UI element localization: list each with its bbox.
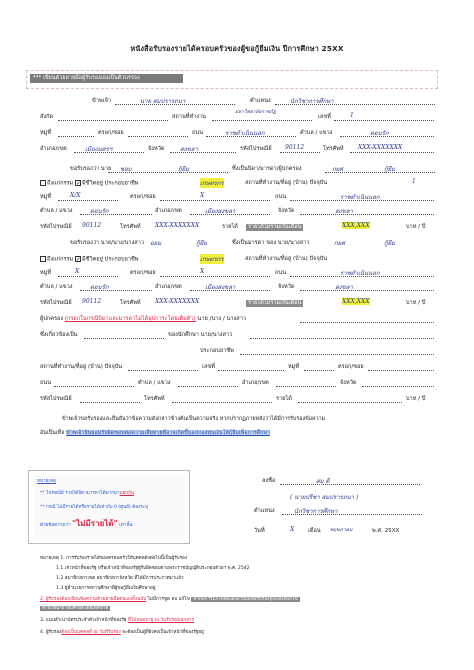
line: [160, 200, 270, 201]
line: [190, 214, 270, 215]
father-postal: 90112: [82, 222, 102, 229]
certifier-postal: 90112: [285, 144, 305, 151]
line: [300, 290, 434, 291]
mother-soi: X: [200, 268, 205, 275]
guardian-soi-label: ตรอก/ซอย: [338, 364, 364, 370]
declaration-line-2: อันเป็นเท็จ ข้าพเจ้ายินยอมรับผิดชอบต่อความเสียหายที่อาจเกิดขึ้นแก่กองทุนเงินให้กู้ยืมเพื่อการศึกษา: [40, 430, 270, 436]
certifier-label: ข้าพเจ้า: [92, 98, 111, 104]
note-heading: หมายเหตุ: [37, 479, 56, 484]
mother-phone: XXX-XXXXXXX: [155, 298, 200, 305]
line: [80, 402, 140, 403]
line: [280, 152, 320, 153]
father-road-label: ถนน: [275, 194, 287, 200]
father-phone-label: โทรศัพท์: [120, 224, 141, 230]
province-label: จังหวัด: [148, 146, 165, 152]
father-postal-label: รหัสไปรษณีย์: [40, 224, 72, 230]
guardian-road-label: ถนน: [40, 380, 52, 386]
footnote-2-tail: ห้ามใช้น้ำยาลบคำผิดโดยเด็ดขาด: [42, 606, 109, 611]
guardian-number-label: เลขที่: [202, 364, 215, 370]
signature-position: นักวิชาการศึกษา: [294, 508, 338, 515]
mother-tambon-label: ตำบล / แขวง: [40, 284, 73, 290]
tambon-label: ตำบล / แขวง: [300, 130, 333, 136]
date-day: X: [290, 526, 295, 533]
mother-province-label: จังหวัด: [278, 284, 295, 290]
signature-handwritten: สม ดี: [316, 478, 330, 485]
line: [334, 120, 434, 121]
certifier-affiliation: มหาวิทยาลัยราชภัฏ: [235, 110, 277, 115]
mother-amphoe-label: อำเภอ/เขต: [155, 284, 182, 290]
mother-occupation: เกษตรกร: [200, 256, 224, 263]
certifier-tambon: ดอนรัก: [370, 130, 389, 137]
declaration-line-1: ข้าพเจ้าขอรับรองและยืนยันว่าข้อความดังกล่าวข้างต้นเป็นความจริง หากปรากฏภายหลังว่าได้มีการรับรองข้อความ: [62, 416, 326, 422]
father-tambon: ดอนรัก: [90, 208, 109, 215]
mother-postal-label: รหัสไปรษณีย์: [40, 300, 72, 306]
certifier-position-label: ตำแหน่ง: [250, 98, 271, 104]
guardian-income-label: รายได้: [276, 396, 292, 402]
line: [58, 276, 118, 277]
line: [298, 402, 402, 403]
line: [350, 152, 434, 153]
mother-first-name: ออม: [150, 240, 162, 247]
father-status-row: ถึงแก่กรรม ✓มีชีวิตอยู่ ประกอบอาชีพ: [40, 180, 139, 188]
mother-income: XXX,XXX: [342, 298, 370, 305]
mother-moo: X: [75, 268, 80, 275]
amphoe-label: อำเภอ/เขต: [40, 146, 67, 152]
checkbox-deceased[interactable]: [40, 180, 46, 186]
father-first-name: ชอบ: [120, 166, 132, 173]
checkbox-alive[interactable]: ✓: [75, 257, 81, 263]
moo-label: หมู่ที่: [40, 130, 52, 136]
line: [212, 120, 312, 121]
mother-postal: 90112: [82, 298, 102, 305]
father-soi: X: [200, 192, 205, 199]
line: [280, 484, 420, 485]
note-line-2: ** กรณี ไม่มีรายได้หรือรายได้เท่ากับ 0 (ศูนย์) ต้องระบุ: [40, 505, 149, 510]
certifier-phone: XXX-XXXXXXX: [358, 144, 403, 151]
mother-income-unit: บาท / ปี: [406, 300, 426, 306]
checkbox-alive[interactable]: ✓: [75, 181, 81, 187]
footnote-1-3: 1.3 ผู้อำนวยการสถานศึกษาที่ผู้ขอกู้ยืมเงินศึกษาอยู่: [56, 586, 156, 591]
father-soi-label: ตรอก/ซอย: [130, 194, 156, 200]
certifier-road: ราชดำเนินนอก: [225, 130, 265, 137]
line: [172, 402, 272, 403]
road-label: ถนน: [192, 130, 204, 136]
guardian-tambon-label: ตำบล / แขวง: [138, 380, 171, 386]
guardian-income-unit: บาท / ปี: [406, 396, 426, 402]
footnote-1-2: 1.2 สมาชิกสภาเขต สมาชิกสภาจังหวัด ที่ได้มีการประกาศมาแล้ว: [56, 576, 184, 581]
guardian-relation-label: ซึ่งเกี่ยวข้องเป็น: [40, 332, 78, 338]
mother-road: ราชดำเนินนอก: [340, 270, 380, 277]
line: [300, 322, 434, 323]
guardian-phone-label: โทรศัพท์: [144, 396, 165, 402]
mother-phone-label: โทรศัพท์: [120, 300, 141, 306]
mother-student-surname: กู้ยืม: [384, 240, 396, 247]
father-address-number: 1: [412, 178, 416, 185]
line: [218, 370, 284, 371]
line: [290, 276, 434, 277]
mother-surname: กู้ยืม: [196, 240, 208, 247]
line: [325, 172, 435, 173]
signature-position-label: ตำแหน่ง: [254, 508, 275, 514]
line: [160, 276, 270, 277]
mother-soi-label: ตรอก/ซอย: [130, 270, 156, 276]
line: [80, 214, 152, 215]
signature-printed-name: ( นายปรีชา สมปรารถนา ): [290, 494, 359, 501]
mother-road-label: ถนน: [275, 270, 287, 276]
mother-income-note: รายได้ไม่รวมเงินเดือน: [248, 300, 302, 306]
guardian-postal-label: รหัสไปรษณีย์: [40, 396, 72, 402]
note-line-1: ** ไปรษณีย์ รายได้บิดามารดาได้มากมาแยกกัน: [40, 491, 134, 496]
certifier-amphoe: เมืองนครฯ: [85, 146, 113, 153]
father-surname: กู้ยืม: [178, 166, 190, 173]
father-address-label: สถานที่ทำงาน/ที่อยู่ (บ้าน) ปัจจุบัน: [245, 180, 328, 186]
footnote-heading: หมายเหตุ 1. การรับรองรายได้ของครอบครัวให้บุคคลดังต่อไปนี้เป็นผู้รับรอง: [40, 556, 188, 561]
line: [362, 386, 434, 387]
line: [290, 200, 434, 201]
line: [276, 386, 336, 387]
line: [250, 338, 434, 339]
date-month: พฤษภาคม: [330, 527, 353, 533]
line: [178, 386, 238, 387]
certifier-number: 1: [350, 112, 354, 119]
guardian-occupation-label: ประกอบอาชีพ: [200, 348, 234, 354]
line: [304, 370, 334, 371]
checkbox-deceased[interactable]: [40, 256, 46, 262]
mother-address-label: สถานที่ทำงาน/ที่อยู่ (บ้าน) ปัจจุบัน: [245, 256, 328, 262]
mother-amphoe: เมืองสงขลา: [205, 284, 236, 291]
instruction-note: *** เขียนด้วยลายมือผู้รับรองเองเป็นตัวบรรจง: [30, 74, 183, 83]
line: [58, 136, 94, 137]
student-surname: กู้ยืม: [384, 166, 396, 173]
line: [282, 514, 422, 515]
guardian-address-label: สถานที่ทำงาน/ที่อยู่ (บ้าน) ปัจจุบัน: [40, 364, 123, 370]
line: [84, 338, 164, 339]
father-income-note: รายได้ไม่รวมเงินเดือน: [248, 224, 302, 230]
mother-certify-label: ขอรับรองว่า นาย/นาง/นางสาว: [70, 240, 144, 246]
father-road: ราชดำเนินนอก: [340, 194, 380, 201]
note-line-3: ด้วยข้อความว่า "ไม่มีรายได้" เท่านั้น: [40, 519, 133, 528]
soi-label: ตรอก/ซอย: [98, 130, 124, 136]
guardian-province-label: จังหวัด: [340, 380, 357, 386]
workplace-label: สถานที่ทำงาน: [172, 114, 206, 120]
document-title: หนังสือรับรองรายได้ครอบครัวของผู้ขอกู้ยืมเงิน ปีการศึกษา 25XX: [130, 44, 344, 53]
line: [128, 136, 188, 137]
note-inner: [34, 475, 184, 539]
father-moo-label: หมู่ที่: [40, 194, 52, 200]
month-label: เดือน: [308, 528, 321, 534]
line: [368, 370, 434, 371]
certifier-name: นาย สมปรารถนา: [140, 98, 186, 105]
mother-tambon: ดอนรัก: [90, 284, 109, 291]
year-label: พ.ศ. 25XX: [372, 528, 400, 534]
footnote-2: 2. ผู้รับรองต้องเขียนข้อความด้วยลายมือตนเองทั้งฉบับ ไม่มีการขูด ลบ แก้ไข หากมีการแก้ไขต้องลงลายมือชื่อรับรองทุกแห่งที่แก้ไข: [40, 597, 298, 602]
father-phone: XXX-XXXXXXX: [155, 222, 200, 229]
line: [300, 214, 434, 215]
date-row: วันที่: [254, 528, 265, 534]
father-income-unit: บาท / ปี: [406, 224, 426, 230]
certifier-position: นักวิชาการศึกษา: [290, 98, 334, 105]
student-first-name: กยศ: [332, 166, 343, 173]
line: [128, 370, 198, 371]
signature-label: ลงชื่อ: [262, 478, 276, 484]
father-income: XXX,XXX: [342, 222, 370, 229]
certifier-province: สงขลา: [180, 146, 198, 153]
footnote-1-1: 1.1 เจ้าหน้าที่ของรัฐ หรือเจ้าหน้าที่ของรัฐผู้รับผิดชอบตามพระราชบัญญัติประกอบด้วยฯ พ.ศ. 2542: [56, 566, 250, 571]
father-province-label: จังหวัด: [278, 208, 295, 214]
relation-label: ซึ่งเป็นบิดา/มารดา/ผู้ปกครอง: [232, 166, 302, 172]
father-tambon-label: ตำบล / แขวง: [40, 208, 73, 214]
line: [80, 290, 152, 291]
line: [190, 290, 270, 291]
line: [58, 200, 118, 201]
line: [58, 120, 168, 121]
father-certify-label: ขอรับรองว่า นาย: [70, 166, 112, 172]
guardian-student-label: ของนักศึกษา นาย/นางสาว: [168, 332, 233, 338]
line: [54, 386, 134, 387]
guardian-moo-label: หมู่ที่: [288, 364, 300, 370]
guardian-row: ผู้ปกครอง (กรอกในกรณีบิดาและมารดาไม่ได้อุปการะโดยเต็มตัว) นาย /นาง / นางสาว: [40, 316, 246, 322]
father-moo: X/X: [70, 192, 81, 199]
mother-relation-label: ซึ่งเป็นมารดา ของ นาย/นางสาว: [232, 240, 310, 246]
line: [240, 354, 434, 355]
number-label: เลขที่: [318, 114, 331, 120]
guardian-amphoe-label: อำเภอ/เขต: [242, 380, 269, 386]
father-occupation: เกษตรกร: [200, 180, 224, 187]
father-income-label: รายได้: [222, 224, 238, 230]
father-amphoe-label: อำเภอ/เขต: [155, 208, 182, 214]
phone-label: โทรศัพท์: [323, 146, 344, 152]
mother-student-first-name: กยศ: [334, 240, 345, 247]
father-province: สงขลา: [335, 208, 353, 215]
footnote-3: 3. แนบสำเนาบัตรประจำตัวเจ้าหน้าที่ของรัฐ ที่ไม่หมดอายุ ณ วันรับรองเอกสาร: [40, 618, 194, 623]
line: [108, 172, 228, 173]
father-amphoe: เมืองสงขลา: [205, 208, 236, 215]
mother-moo-label: หมู่ที่: [40, 270, 52, 276]
postal-label: รหัสไปรษณีย์: [240, 146, 272, 152]
note-box: [28, 470, 190, 544]
mother-province: สงขลา: [335, 284, 353, 291]
footnote-4: 4. ผู้รับรองต้องเป็นบุคคลที่ ณ วันที่รับรอง จะต้องเป็นผู้ที่ยังคงเป็นเจ้าหน้าที่ของรัฐอยู่: [40, 630, 204, 635]
mother-status-row: ถึงแก่กรรม ✓มีชีวิตอยู่ ประกอบอาชีพ: [40, 256, 139, 264]
affiliation-label: สังกัด: [40, 114, 54, 120]
